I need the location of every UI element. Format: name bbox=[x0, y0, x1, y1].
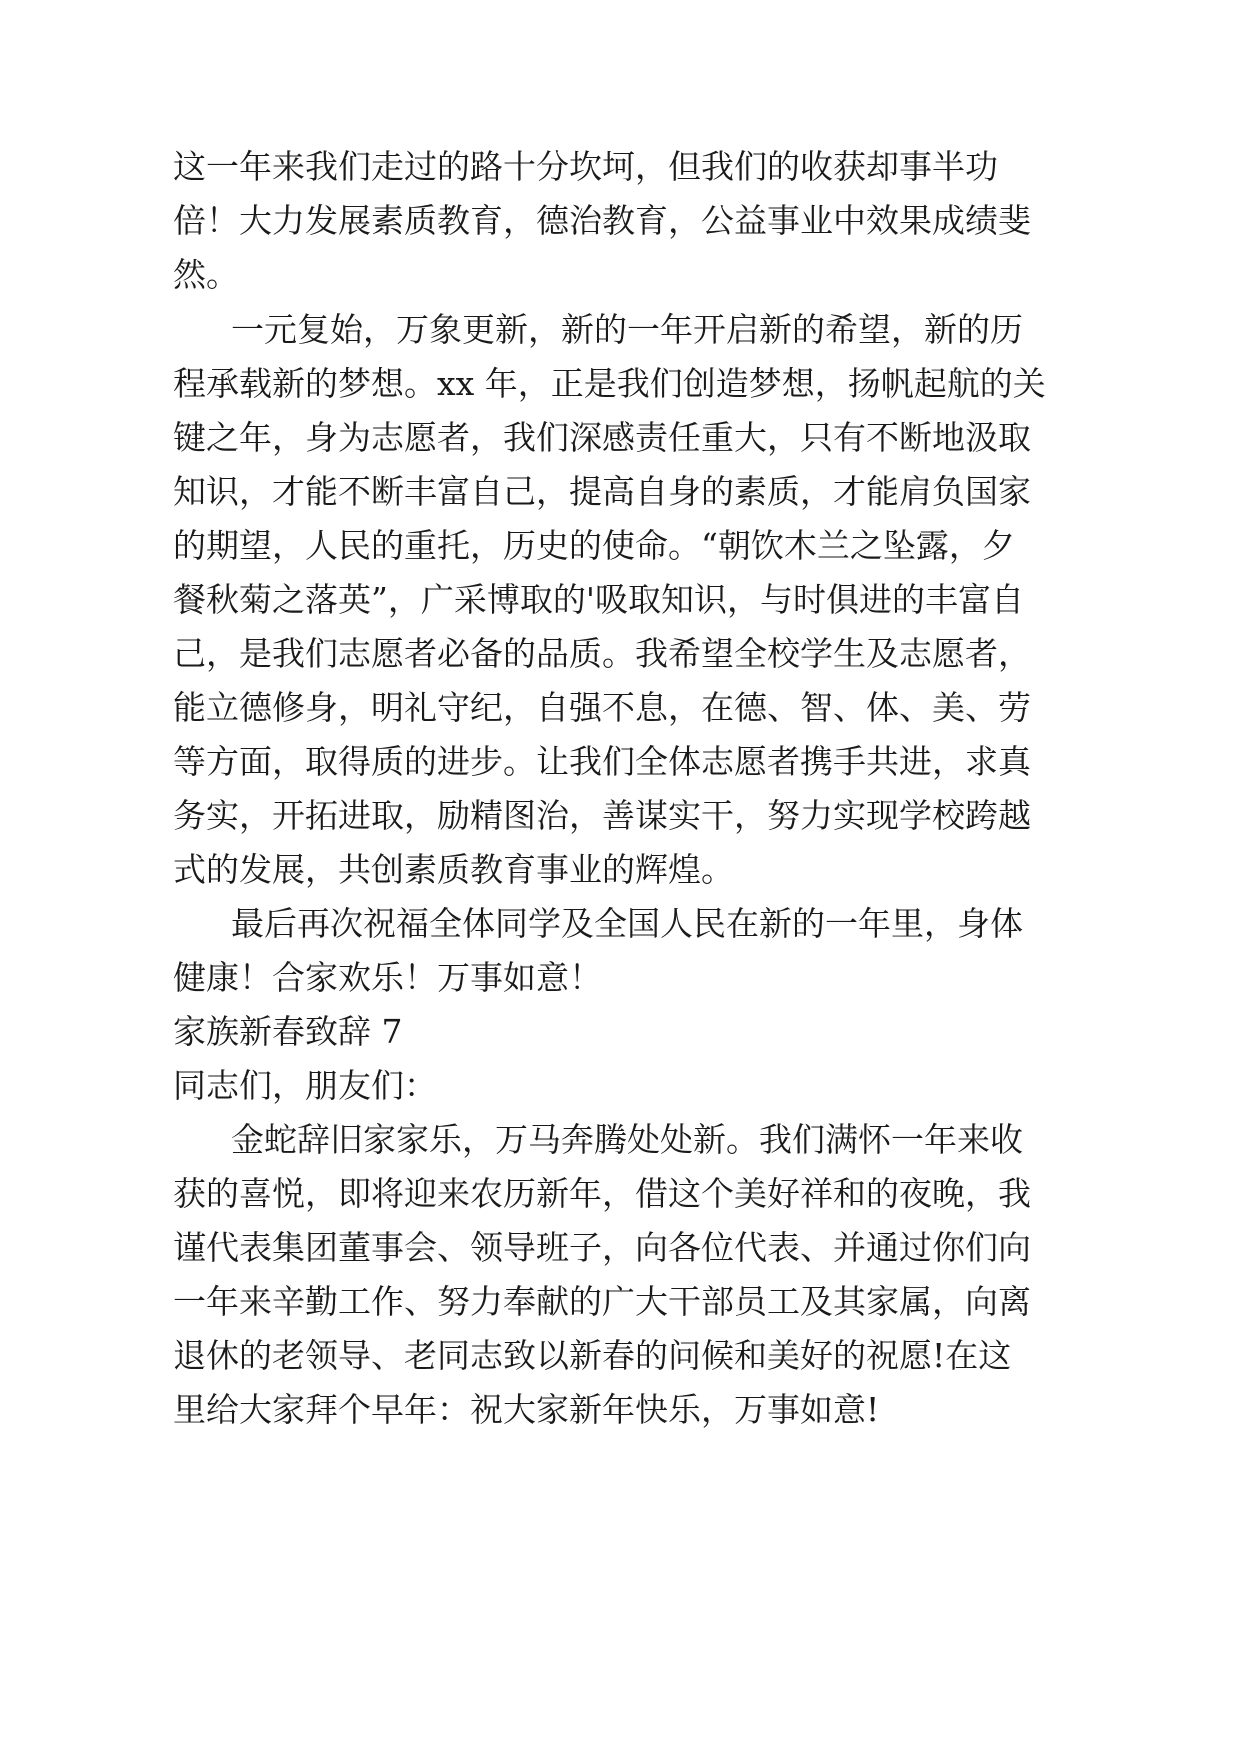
text-line: 务实，开拓进取，励精图治，善谋实干，努力实现学校跨越 bbox=[173, 796, 1031, 835]
text-line: 己，是我们志愿者必备的品质。我希望全校学生及志愿者， bbox=[173, 634, 1031, 673]
text-line: 最后再次祝福全体同学及全国人民在新的一年里，身体 bbox=[231, 904, 1023, 943]
text-line: 然。 bbox=[173, 255, 239, 294]
text-line: 退休的老领导、老同志致以新春的问候和美好的祝愿!在这 bbox=[173, 1336, 1012, 1375]
text-line: 这一年来我们走过的路十分坎坷，但我们的收获却事半功 bbox=[173, 147, 998, 186]
text-line: 获的喜悦，即将迎来农历新年，借这个美好祥和的夜晚，我 bbox=[173, 1174, 1031, 1213]
text-line: 一元复始，万象更新，新的一年开启新的希望，新的历 bbox=[231, 310, 1023, 349]
text-line: 等方面，取得质的进步。让我们全体志愿者携手共进，求真 bbox=[173, 742, 1031, 781]
text-line: 的期望，人民的重托，历史的使命。“朝饮木兰之坠露，夕 bbox=[173, 526, 1015, 565]
salutation: 同志们，朋友们： bbox=[173, 1066, 437, 1105]
text-line: 能立德修身，明礼守纪，自强不息，在德、智、体、美、劳 bbox=[173, 688, 1031, 727]
text-line: 式的发展，共创素质教育事业的辉煌。 bbox=[173, 850, 734, 889]
text-line: 健康！合家欢乐！万事如意！ bbox=[173, 958, 602, 997]
text-line: 程承载新的梦想。xx 年，正是我们创造梦想，扬帆起航的关 bbox=[173, 364, 1046, 403]
text-line: 金蛇辞旧家家乐，万马奔腾处处新。我们满怀一年来收 bbox=[231, 1120, 1023, 1159]
section-heading: 家族新春致辞 7 bbox=[173, 1012, 403, 1051]
text-line: 里给大家拜个早年：祝大家新年快乐，万事如意! bbox=[173, 1390, 880, 1429]
text-line: 知识，才能不断丰富自己，提高自身的素质，才能肩负国家 bbox=[173, 472, 1031, 511]
text-line: 一年来辛勤工作、努力奉献的广大干部员工及其家属，向离 bbox=[173, 1282, 1031, 1321]
text-line: 餐秋菊之落英”，广采博取的'吸取知识，与时俱进的丰富自 bbox=[173, 580, 1024, 619]
text-line: 倍！大力发展素质教育，德治教育，公益事业中效果成绩斐 bbox=[173, 201, 1031, 240]
text-line: 键之年，身为志愿者，我们深感责任重大，只有不断地汲取 bbox=[173, 418, 1031, 457]
text-line: 谨代表集团董事会、领导班子，向各位代表、并通过你们向 bbox=[173, 1228, 1031, 1267]
